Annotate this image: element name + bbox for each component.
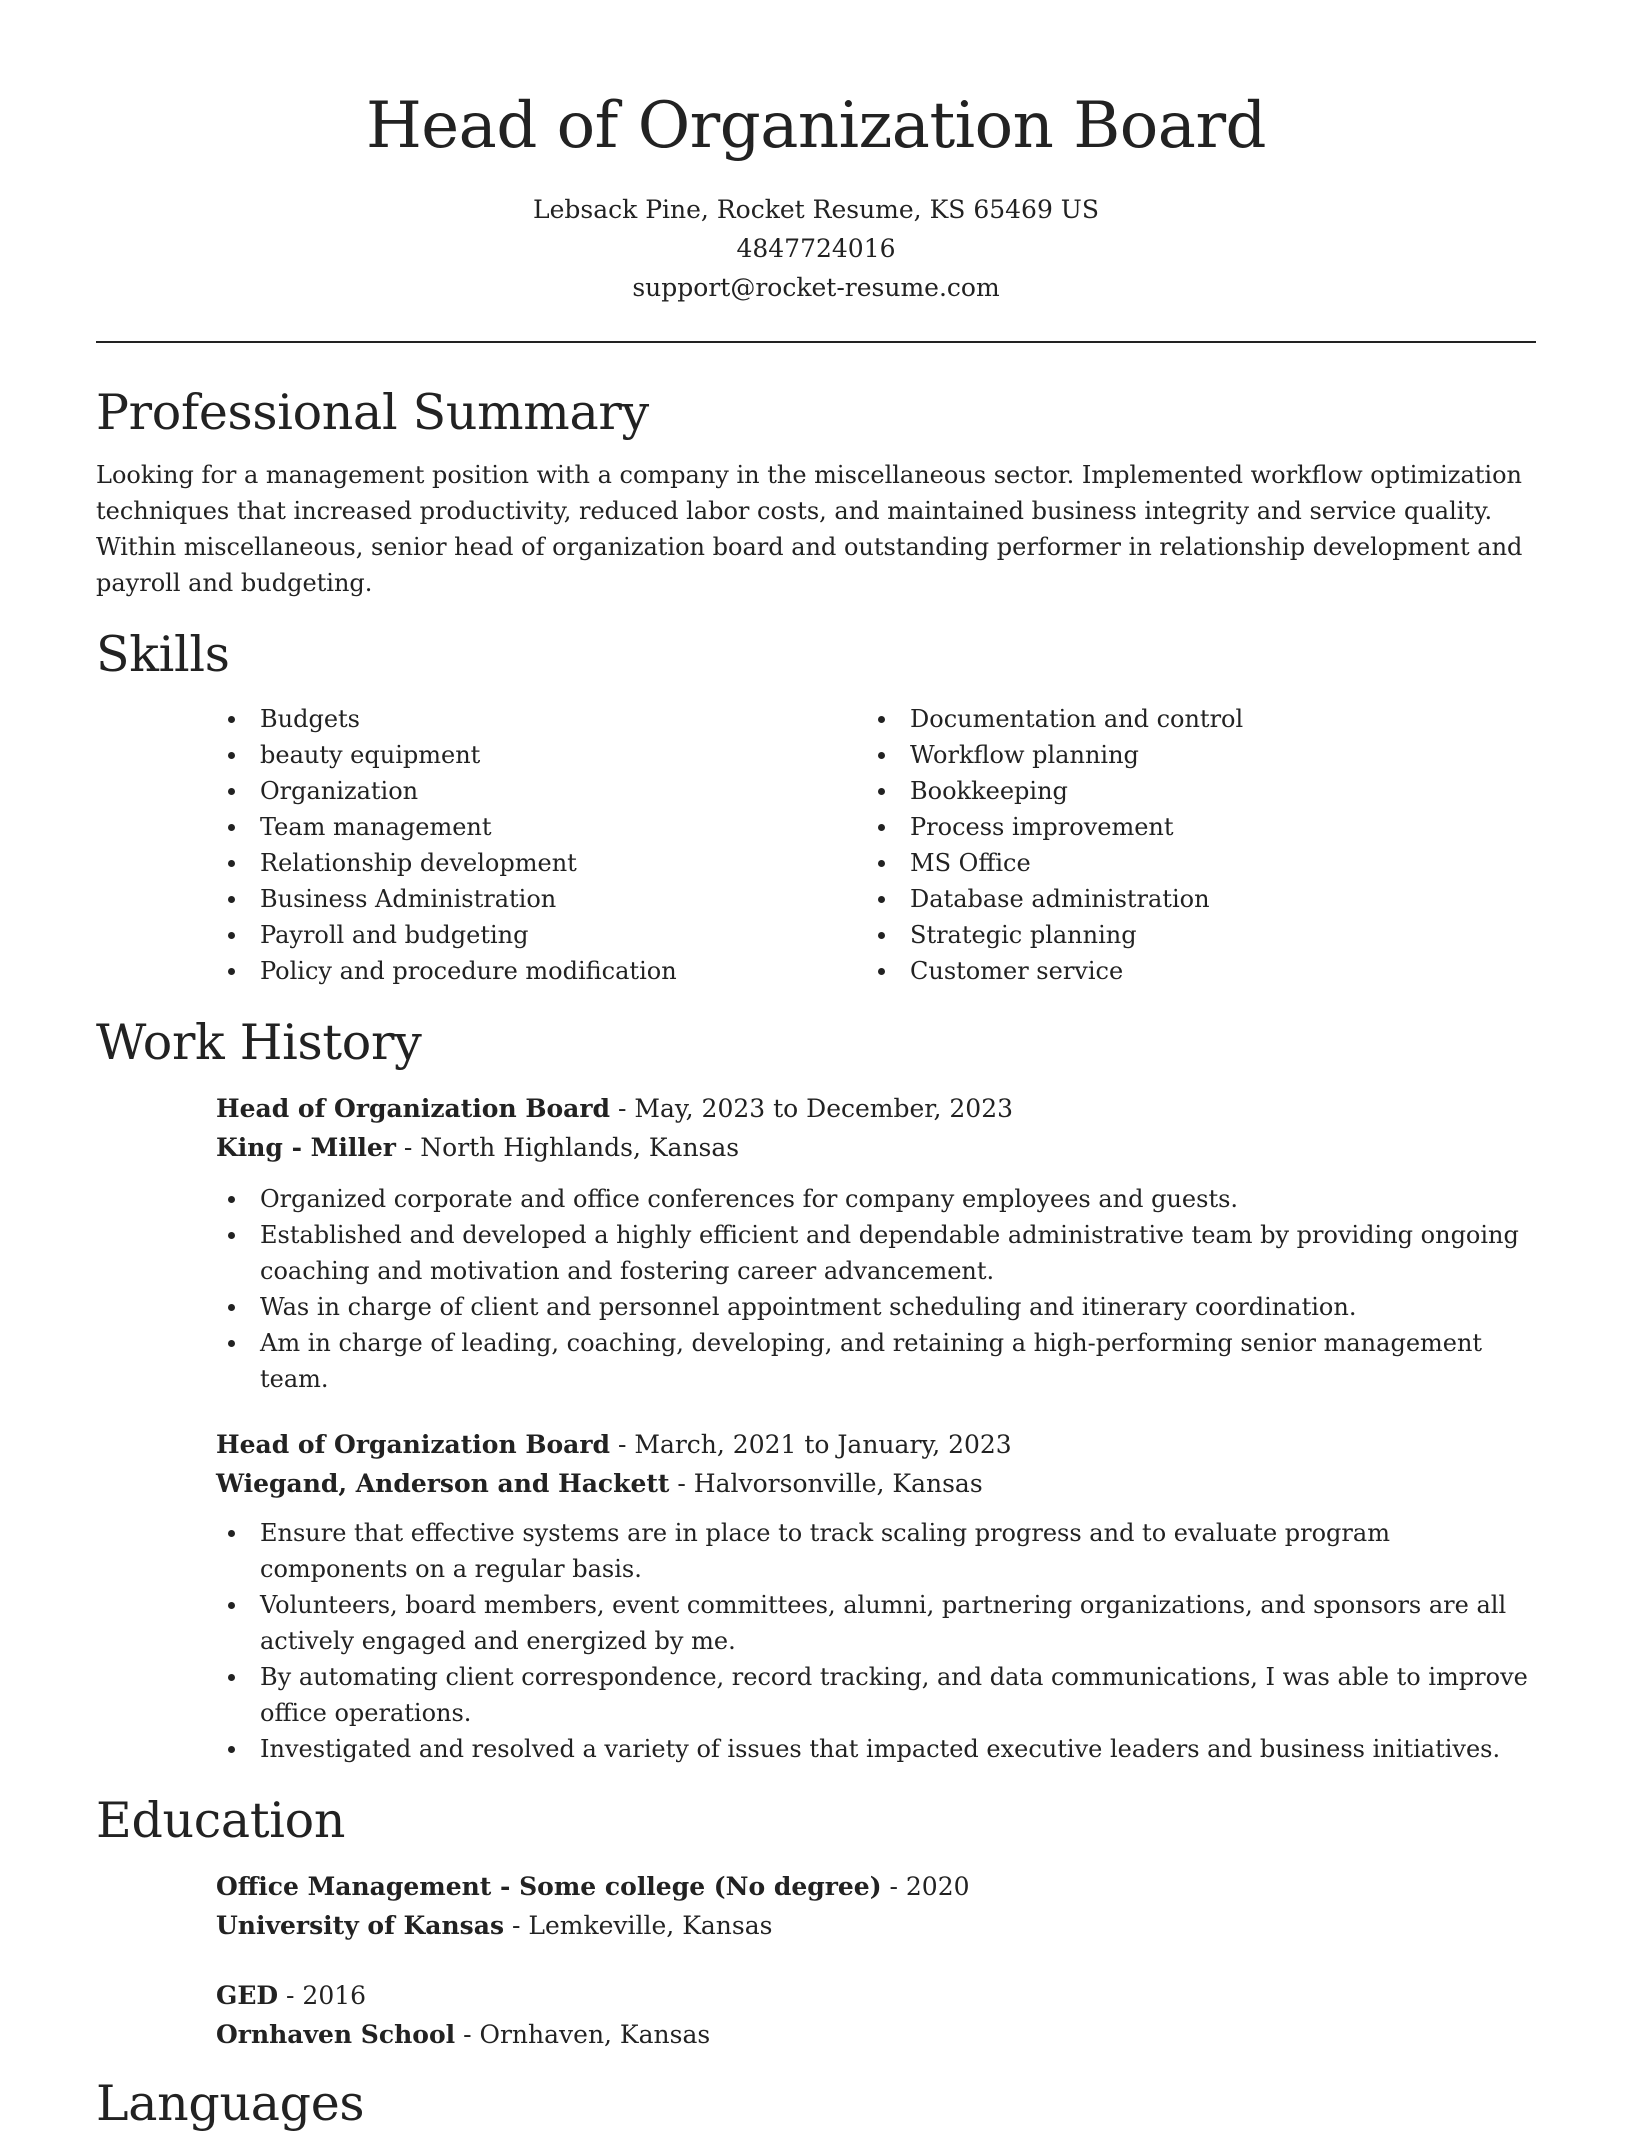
job-title: Head of Organization Board (216, 1094, 610, 1123)
skill-item: Database administration (866, 881, 1516, 917)
email: support@rocket-resume.com (632, 273, 1000, 302)
job-dates: - March, 2021 to January, 2023 (610, 1430, 1012, 1459)
skill-item: Relationship development (216, 845, 866, 881)
job-company-line (216, 1464, 1536, 1503)
job-bullet: Volunteers, board members, event committees, alumni, partnering organizations, and sponsors are all actively engaged and energized by me. (216, 1587, 1536, 1659)
skill-item: beauty equipment (216, 737, 866, 773)
work-heading: Work History (96, 1014, 422, 1071)
education-school: University of Kansas (216, 1911, 505, 1940)
job-bullet: Ensure that effective systems are in place to track scaling progress and to evaluate program components on a regular basis. (216, 1515, 1536, 1587)
job-bullet: Established and developed a highly efficient and dependable administrative team by providing ongoing coaching and motivation and fostering career advancement. (216, 1217, 1536, 1289)
skill-item: Strategic planning (866, 917, 1516, 953)
skills-right-column (866, 701, 1516, 989)
skill-item: Policy and procedure modification (216, 953, 866, 989)
education-location: - Ornhaven, Kansas (455, 2020, 711, 2049)
skill-item: Bookkeeping (866, 773, 1516, 809)
phone: 4847724016 (736, 234, 896, 263)
job-bullet: By automating client correspondence, record tracking, and data communications, I was able to improve office operations. (216, 1659, 1536, 1731)
skills-list (216, 701, 1536, 989)
resume-name: Head of Organization Board (365, 89, 1267, 163)
skills-section (96, 625, 1536, 989)
education-section (96, 1791, 1536, 2054)
work-section (96, 1013, 1536, 1767)
education-heading: Education (96, 1792, 346, 1849)
skills-left-column (216, 701, 866, 989)
job-bullets (216, 1181, 1536, 1397)
job-entry (216, 1089, 1536, 1167)
skill-item: Customer service (866, 953, 1516, 989)
job-title-line (216, 1089, 1536, 1128)
job-title: Head of Organization Board (216, 1430, 610, 1459)
header-divider (96, 341, 1536, 343)
education-entry (216, 1976, 1536, 2054)
skills-heading: Skills (96, 626, 230, 683)
education-degree: GED (216, 1981, 279, 2010)
skill-item: MS Office (866, 845, 1516, 881)
job-title-line (216, 1425, 1536, 1464)
education-school-line (216, 2015, 1536, 2054)
education-entry (216, 1867, 1536, 1945)
summary-text: Looking for a management position with a company in the miscellaneous sector. Implemented workflow optimization techniques that increased productivity, reduced labor costs, and maintained business integrity and service quality. Within miscellaneous, senior head of organization board and outstanding performer in relationship development and payroll and budgeting. (96, 461, 1523, 597)
contact-block (96, 190, 1536, 307)
summary-heading: Professional Summary (96, 384, 649, 441)
resume-page (96, 0, 1536, 2134)
job-entry (216, 1425, 1536, 1503)
job-location: - North Highlands, Kansas (395, 1133, 740, 1162)
education-year: - 2016 (278, 1981, 367, 2010)
skill-item: Organization (216, 773, 866, 809)
education-degree-line (216, 1867, 1536, 1906)
job-dates: - May, 2023 to December, 2023 (610, 1094, 1014, 1123)
job-location: - Halvorsonville, Kansas (669, 1469, 983, 1498)
skill-item: Team management (216, 809, 866, 845)
skill-item: Process improvement (866, 809, 1516, 845)
job-bullet: Am in charge of leading, coaching, developing, and retaining a high-performing senior management team. (216, 1325, 1536, 1397)
skill-item: Workflow planning (866, 737, 1516, 773)
skill-item: Documentation and control (866, 701, 1516, 737)
job-bullets (216, 1515, 1536, 1767)
job-bullet: Investigated and resolved a variety of issues that impacted executive leaders and business initiatives. (216, 1731, 1536, 1767)
education-year: - 2020 (881, 1872, 970, 1901)
skill-item: Payroll and budgeting (216, 917, 866, 953)
skill-item: Budgets (216, 701, 866, 737)
summary-section (96, 383, 1536, 601)
education-location: - Lemkeville, Kansas (504, 1911, 773, 1940)
education-school: Ornhaven School (216, 2020, 456, 2049)
job-company: Wiegand, Anderson and Hackett (216, 1469, 670, 1498)
languages-heading: Languages (96, 2075, 365, 2132)
address: Lebsack Pine, Rocket Resume, KS 65469 US (532, 195, 1099, 224)
languages-section (96, 2074, 1536, 2134)
education-school-line (216, 1906, 1536, 1945)
education-degree: Office Management - Some college (No degree) (216, 1872, 882, 1901)
education-degree-line (216, 1976, 1536, 2015)
job-bullet: Organized corporate and office conferences for company employees and guests. (216, 1181, 1536, 1217)
job-company: King - Miller (216, 1133, 396, 1162)
skill-item: Business Administration (216, 881, 866, 917)
job-bullet: Was in charge of client and personnel appointment scheduling and itinerary coordination. (216, 1289, 1536, 1325)
job-company-line (216, 1128, 1536, 1167)
